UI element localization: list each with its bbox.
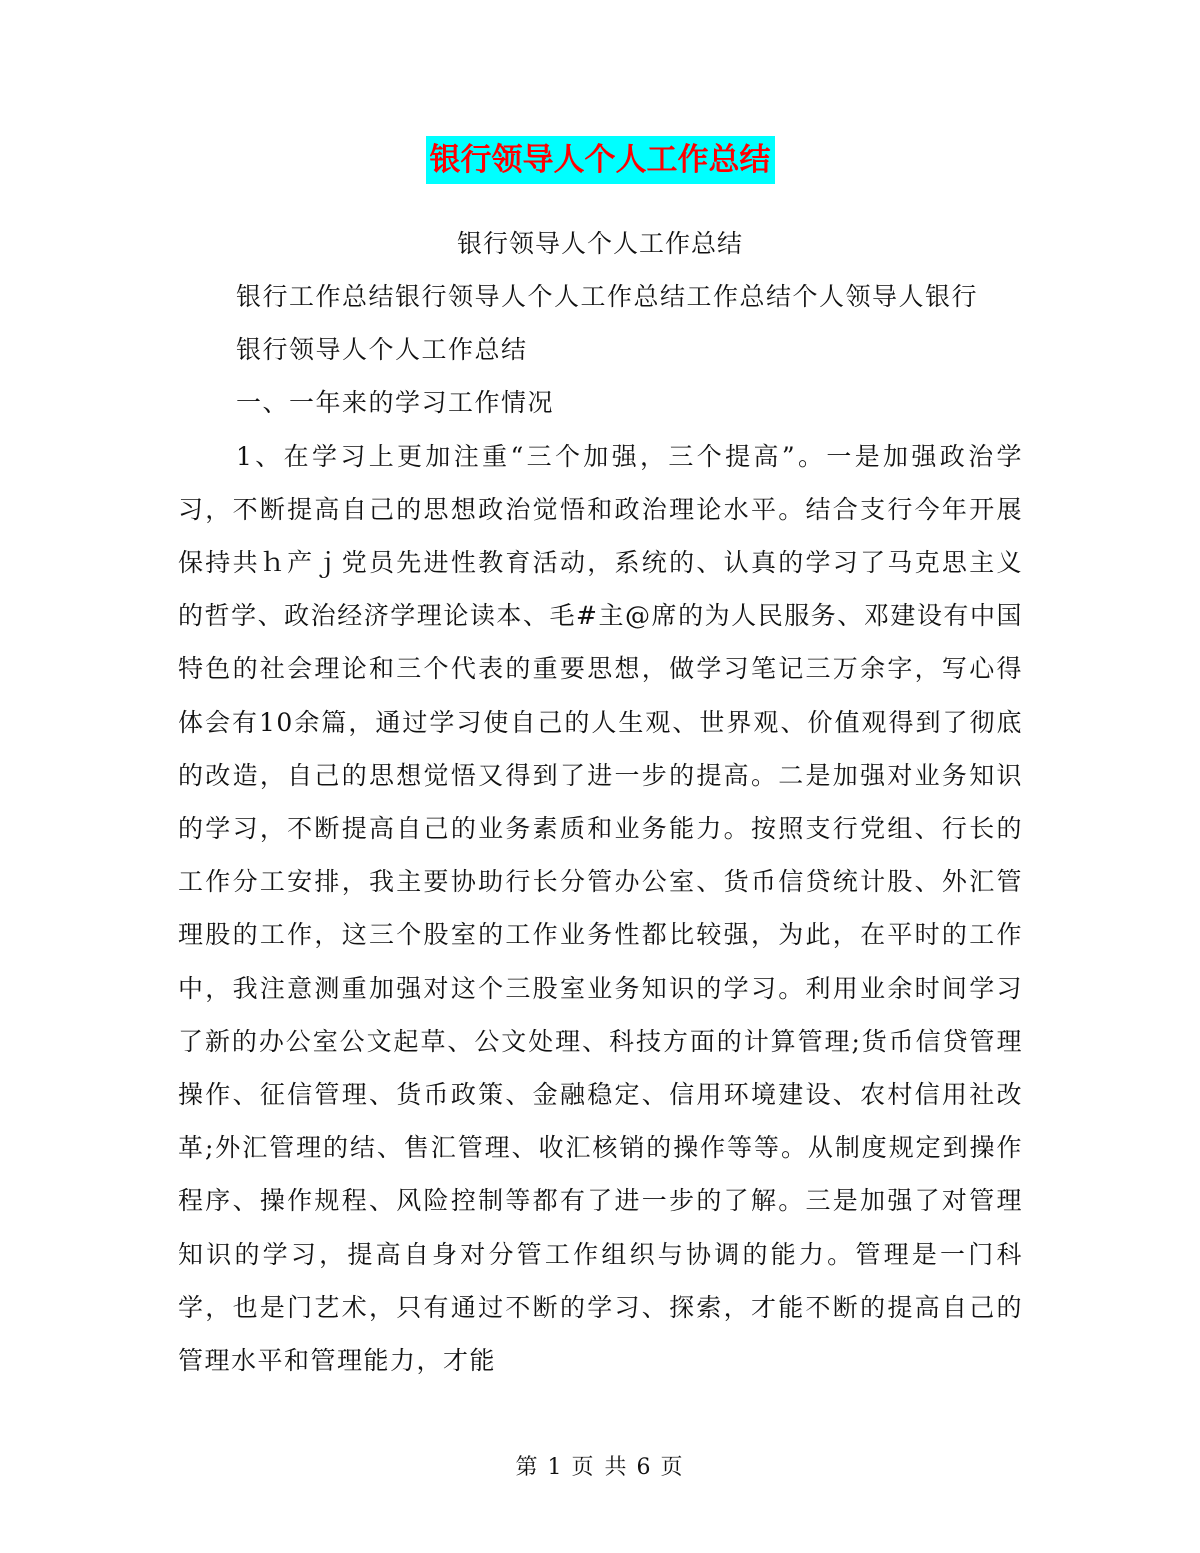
- footer-suffix: 页: [660, 1455, 685, 1480]
- paragraph-body: 1、在学习上更加注重“三个加强，三个提高”。一是加强政治学习，不断提高自己的思想政治觉悟和政治理论水平。结合支行今年开展保持共ｈ产ｊ党员先进性教育活动，系统的、认真的学习了马克思主义的哲学、政治经济学理论读本、毛#主@席的为人民服务、邓建设有中国特色的社会理论和三个代表的重要思想，做学习笔记三万余字，写心得体会有10余篇，通过学习使自己的人生观、世界观、价值观得到了彻底的改造，自己的思想觉悟又得到了进一步的提高。二是加强对业务知识的学习，不断提高自己的业务素质和业务能力。按照支行党组、行长的工作分工安排，我主要协助行长分管办公室、货币信贷统计股、外汇管理股的工作，这三个股室的工作业务性都比较强，为此，在平时的工作中，我注意测重加强对这个三股室业务知识的学习。利用业余时间学习了新的办公室公文起草、公文处理、科技方面的计算管理;货币信贷管理操作、征信管理、货币政策、金融稳定、信用环境建设、农村信用社改革;外汇管理的结、售汇管理、收汇核销的操作等等。从制度规定到操作程序、操作规程、风险控制等都有了进一步的了解。三是加强了对管理知识的学习，提高自身对分管工作组织与协调的能力。管理是一门科学，也是门艺术，只有通过不断的学习、探索，才能不断的提高自己的管理水平和管理能力，才能: [178, 441, 1023, 1376]
- document-body: [178, 270, 1023, 1387]
- footer-total-pages: 6: [636, 1455, 653, 1480]
- footer-prefix: 第: [515, 1455, 540, 1480]
- paragraph-keywords: 银行工作总结银行领导人个人工作总结工作总结个人领导人银行: [236, 282, 979, 311]
- document-subtitle: 银行领导人个人工作总结: [456, 229, 743, 258]
- document-title: 银行领导人个人工作总结: [426, 136, 775, 184]
- section-heading: 一、一年来的学习工作情况: [236, 388, 555, 418]
- paragraph-heading: 银行领导人个人工作总结: [236, 335, 528, 365]
- page-footer: [0, 1448, 1200, 1488]
- footer-page-number: 1: [547, 1455, 564, 1480]
- footer-middle: 页 共: [571, 1455, 629, 1480]
- title-container: [0, 136, 1200, 184]
